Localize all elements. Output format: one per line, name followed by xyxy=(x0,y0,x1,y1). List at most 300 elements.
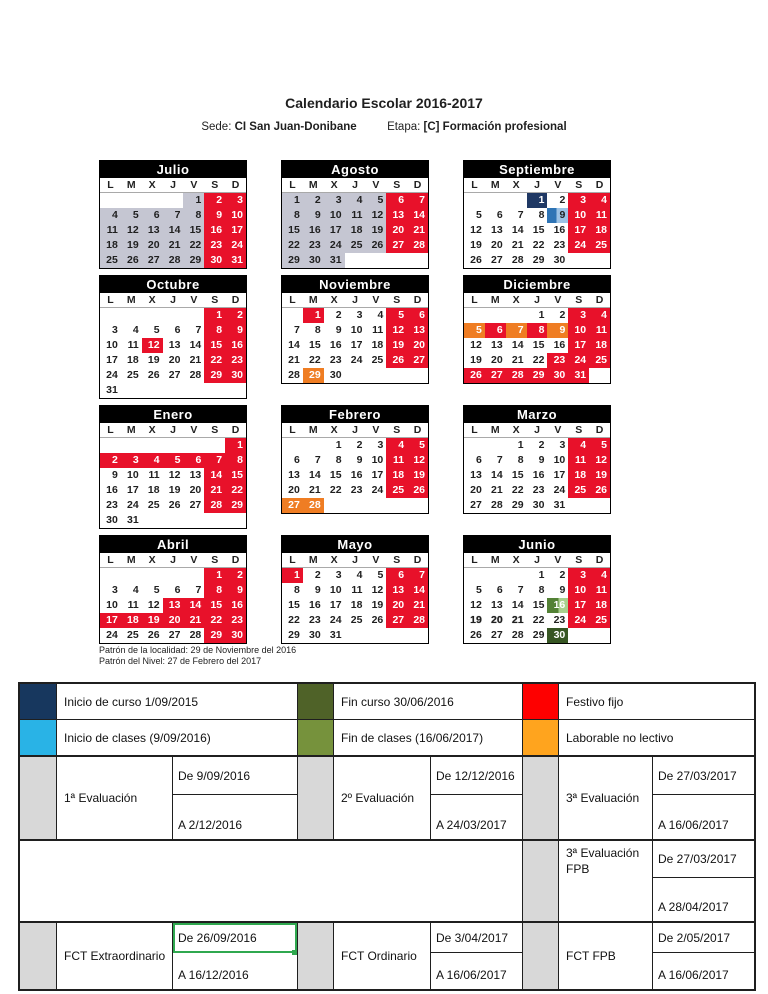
weekday-label: X xyxy=(330,294,338,306)
day-grid xyxy=(282,568,428,643)
weekday-label: L xyxy=(471,554,478,566)
weekday-label: X xyxy=(330,424,338,436)
day-cell xyxy=(163,438,184,453)
day-cell: 17 xyxy=(350,339,363,351)
day-cell: 6 xyxy=(174,324,181,336)
day-cell: 14 xyxy=(407,208,428,223)
day-cell xyxy=(464,568,485,583)
day-cell: 25 xyxy=(147,499,160,511)
weekday-label: D xyxy=(413,294,422,306)
day-cell: 15 xyxy=(204,338,225,353)
day-cell xyxy=(506,193,527,208)
day-cell xyxy=(506,568,527,583)
eval-1-dates xyxy=(172,757,297,839)
day-cell xyxy=(485,438,506,453)
day-cell: 25 xyxy=(589,238,610,253)
day-cell: 12 xyxy=(371,584,384,596)
day-cell xyxy=(282,438,303,453)
day-cell: 21 xyxy=(511,239,524,251)
swatch-inicio-curso xyxy=(20,684,56,719)
day-cell: 21 xyxy=(309,484,321,496)
day-cell: 14 xyxy=(511,339,524,351)
day-grid xyxy=(464,308,610,383)
fct-ordinario-from: De 3/04/2017 xyxy=(431,923,522,953)
weekday-label: S xyxy=(575,294,583,306)
day-cell: 13 xyxy=(491,339,503,351)
calendar-octubre xyxy=(99,275,247,399)
legend-label-fin-curso: Fin curso 30/06/2016 xyxy=(333,684,522,719)
weekday-label: L xyxy=(107,424,114,436)
day-cell: 1 xyxy=(303,308,324,323)
weekday-label: J xyxy=(534,424,540,436)
weekday-label: L xyxy=(107,554,114,566)
day-cell: 7 xyxy=(407,193,428,208)
day-cell: 25 xyxy=(568,483,589,498)
day-cell: 5 xyxy=(464,323,485,338)
eval-fpb-from: De 27/03/2017 xyxy=(653,841,754,878)
day-cell: 22 xyxy=(532,614,545,626)
day-cell: 27 xyxy=(168,629,181,641)
weekday-header-row xyxy=(282,293,428,308)
day-cell: 30 xyxy=(204,253,225,268)
day-cell: 15 xyxy=(329,469,342,481)
eval-fpb-to: A 28/04/2017 xyxy=(658,900,729,914)
day-cell: 15 xyxy=(288,599,300,611)
day-cell: 15 xyxy=(183,223,204,238)
day-cell xyxy=(589,628,610,643)
weekday-label: J xyxy=(170,179,176,191)
day-cell xyxy=(100,193,121,208)
day-cell: 11 xyxy=(568,453,589,468)
legend-row-1 xyxy=(20,684,754,719)
day-cell: 3 xyxy=(121,453,142,468)
day-cell: 6 xyxy=(142,208,163,223)
weekday-header-row xyxy=(100,178,246,193)
legend-schedule-table xyxy=(18,682,756,991)
day-cell xyxy=(225,383,246,398)
legend-label-inicio-clases: Inicio de clases (9/09/2016) xyxy=(56,720,297,755)
weekday-header-row xyxy=(464,293,610,308)
day-cell: 29 xyxy=(204,368,225,383)
weekday-label: M xyxy=(126,424,136,436)
day-cell: 27 xyxy=(189,499,202,511)
day-cell: 5 xyxy=(163,453,184,468)
day-cell xyxy=(100,438,121,453)
day-cell: 12 xyxy=(589,453,610,468)
day-cell: 9 xyxy=(303,208,324,223)
day-cell: 28 xyxy=(506,368,527,383)
day-cell xyxy=(163,193,184,208)
day-cell: 21 xyxy=(511,354,524,366)
day-cell: 15 xyxy=(282,223,303,238)
weekday-label: M xyxy=(308,294,318,306)
day-cell: 24 xyxy=(568,238,589,253)
day-cell: 26 xyxy=(464,368,485,383)
day-cell: 15 xyxy=(511,469,524,481)
patron-localidad: Patrón de la localidad: 29 de Noviembre del 2016 xyxy=(99,645,297,655)
day-cell: 22 xyxy=(532,354,545,366)
day-cell xyxy=(568,498,589,513)
day-cell xyxy=(365,253,386,268)
gray-spacer xyxy=(522,923,558,989)
weekday-label: L xyxy=(289,294,296,306)
day-cell: 3 xyxy=(568,568,589,583)
day-cell: 31 xyxy=(106,384,118,396)
day-cell: 23 xyxy=(553,239,566,251)
calendar-marzo xyxy=(463,405,611,514)
weekday-label: X xyxy=(330,179,338,191)
day-cell: 29 xyxy=(532,254,545,266)
day-cell: 7 xyxy=(517,584,524,596)
weekday-label: D xyxy=(413,179,422,191)
day-cell: 4 xyxy=(589,308,610,323)
day-cell: 19 xyxy=(147,354,160,366)
day-cell: 12 xyxy=(386,323,407,338)
day-cell: 24 xyxy=(568,353,589,368)
weekday-label: X xyxy=(148,294,156,306)
day-cell: 19 xyxy=(371,599,384,611)
day-grid xyxy=(100,438,246,528)
weekday-label: M xyxy=(126,179,136,191)
day-cell: 3 xyxy=(377,439,384,451)
month-title: Febrero xyxy=(282,406,428,423)
fct-ordinario-to: A 16/06/2017 xyxy=(436,968,507,982)
day-cell: 16 xyxy=(303,223,324,238)
day-cell: 27 xyxy=(282,498,303,513)
day-cell: 19 xyxy=(589,468,610,483)
day-cell xyxy=(345,628,366,643)
day-cell: 9 xyxy=(112,469,118,481)
weekday-label: J xyxy=(534,294,540,306)
day-cell: 1 xyxy=(204,568,225,583)
weekday-label: S xyxy=(575,424,583,436)
day-cell: 4 xyxy=(377,309,384,321)
eval-2-to: A 24/03/2017 xyxy=(436,818,507,832)
month-title: Agosto xyxy=(282,161,428,178)
day-cell: 11 xyxy=(589,323,610,338)
day-cell xyxy=(365,628,386,643)
day-cell: 18 xyxy=(589,598,610,613)
day-cell: 16 xyxy=(225,598,246,613)
day-cell: 9 xyxy=(538,454,545,466)
day-cell: 29 xyxy=(204,628,225,643)
day-cell: 10 xyxy=(329,584,342,596)
swatch-fin-curso xyxy=(297,684,333,719)
day-cell: 16 xyxy=(553,224,566,236)
day-cell: 9 xyxy=(559,584,566,596)
day-cell: 10 xyxy=(106,339,118,351)
day-cell: 29 xyxy=(532,629,545,641)
day-cell: 27 xyxy=(470,499,482,511)
day-cell: 17 xyxy=(324,223,345,238)
day-cell xyxy=(204,513,225,528)
day-cell: 28 xyxy=(303,498,324,513)
day-cell: 10 xyxy=(568,583,589,598)
day-cell: 14 xyxy=(204,468,225,483)
day-cell: 8 xyxy=(204,323,225,338)
day-cell: 30 xyxy=(532,499,545,511)
day-cell: 14 xyxy=(511,599,524,611)
weekday-header-row xyxy=(282,178,428,193)
day-cell: 2 xyxy=(100,453,121,468)
weekday-label: S xyxy=(393,424,401,436)
patron-nivel: Patrón del Nivel: 27 de Febrero del 2017 xyxy=(99,656,262,666)
day-cell: 30 xyxy=(106,514,118,526)
weekday-label: S xyxy=(575,179,583,191)
day-cell: 8 xyxy=(294,584,300,596)
day-cell: 21 xyxy=(407,598,428,613)
day-cell xyxy=(121,568,142,583)
day-cell: 1 xyxy=(527,193,548,208)
day-cell xyxy=(183,513,204,528)
day-grid xyxy=(282,438,428,513)
day-cell: 14 xyxy=(288,339,300,351)
month-title: Abril xyxy=(100,536,246,553)
day-grid xyxy=(282,308,428,383)
day-cell: 29 xyxy=(225,498,246,513)
day-cell: 27 xyxy=(142,253,163,268)
day-cell xyxy=(365,368,386,383)
day-cell: 26 xyxy=(470,629,482,641)
day-cell: 26 xyxy=(386,353,407,368)
eval-fpb-dates xyxy=(652,841,754,921)
day-cell: 3 xyxy=(568,308,589,323)
day-cell: 25 xyxy=(371,354,384,366)
day-cell: 12 xyxy=(147,599,160,611)
day-cell: 8 xyxy=(183,208,204,223)
day-cell: 30 xyxy=(225,368,246,383)
day-cell xyxy=(407,628,428,643)
weekday-label: D xyxy=(595,179,604,191)
day-cell: 28 xyxy=(163,253,184,268)
day-cell xyxy=(163,568,184,583)
day-cell: 24 xyxy=(371,484,384,496)
day-cell: 23 xyxy=(303,238,324,253)
weekday-label: X xyxy=(148,424,156,436)
day-cell: 6 xyxy=(174,584,181,596)
day-cell xyxy=(386,498,407,513)
day-cell: 7 xyxy=(314,454,321,466)
day-cell: 19 xyxy=(121,238,142,253)
day-cell: 13 xyxy=(288,469,300,481)
day-cell: 3 xyxy=(225,193,246,208)
day-grid xyxy=(464,193,610,268)
day-cell: 30 xyxy=(309,629,321,641)
day-cell: 18 xyxy=(127,354,139,366)
sede-value: CI San Juan-Donibane xyxy=(234,121,357,133)
day-cell: 5 xyxy=(386,308,407,323)
day-cell xyxy=(589,253,610,268)
day-cell: 22 xyxy=(288,614,300,626)
day-cell: 20 xyxy=(142,238,163,253)
day-cell: 22 xyxy=(183,238,204,253)
day-cell: 3 xyxy=(112,584,118,596)
day-cell: 9 xyxy=(547,208,568,223)
weekday-label: V xyxy=(554,554,562,566)
weekday-label: L xyxy=(471,294,478,306)
weekday-label: V xyxy=(554,424,562,436)
day-cell: 12 xyxy=(407,453,428,468)
day-cell: 26 xyxy=(371,614,384,626)
day-cell: 3 xyxy=(356,309,363,321)
day-cell xyxy=(163,513,184,528)
day-cell: 20 xyxy=(386,223,407,238)
day-cell: 12 xyxy=(121,223,142,238)
day-cell: 13 xyxy=(407,323,428,338)
day-cell: 5 xyxy=(153,584,160,596)
month-title: Noviembre xyxy=(282,276,428,293)
day-cell: 16 xyxy=(106,484,118,496)
day-cell: 2 xyxy=(303,193,324,208)
calendar-julio xyxy=(99,160,247,269)
eval-3-dates xyxy=(652,757,754,839)
day-cell: 27 xyxy=(168,369,181,381)
day-cell: 9 xyxy=(225,323,246,338)
fct-extraordinario-dates xyxy=(172,923,297,989)
day-cell: 16 xyxy=(329,339,342,351)
day-cell: 24 xyxy=(225,238,246,253)
day-cell: 15 xyxy=(225,468,246,483)
day-grid xyxy=(464,568,610,643)
day-cell: 5 xyxy=(407,438,428,453)
day-cell: 25 xyxy=(345,238,366,253)
day-cell: 16 xyxy=(350,469,363,481)
weekday-label: X xyxy=(512,179,520,191)
day-cell: 1 xyxy=(538,569,545,581)
day-cell: 5 xyxy=(365,193,386,208)
day-cell xyxy=(386,628,407,643)
day-cell: 25 xyxy=(127,369,139,381)
weekday-header-row xyxy=(282,423,428,438)
weekday-label: S xyxy=(211,294,219,306)
weekday-label: M xyxy=(490,554,500,566)
weekday-label: D xyxy=(595,554,604,566)
day-cell: 23 xyxy=(204,238,225,253)
day-cell: 12 xyxy=(142,338,163,353)
day-cell: 26 xyxy=(147,369,160,381)
weekday-label: V xyxy=(554,179,562,191)
weekday-label: L xyxy=(107,294,114,306)
day-cell: 29 xyxy=(303,368,324,383)
swatch-fin-clases xyxy=(297,720,333,755)
day-cell: 6 xyxy=(183,453,204,468)
day-cell: 10 xyxy=(350,324,363,336)
day-cell: 7 xyxy=(294,324,300,336)
day-cell: 22 xyxy=(225,483,246,498)
gray-spacer xyxy=(20,923,56,989)
day-cell: 10 xyxy=(127,469,139,481)
day-cell: 15 xyxy=(532,599,545,611)
day-cell: 31 xyxy=(568,368,589,383)
weekday-label: M xyxy=(308,179,318,191)
day-cell: 28 xyxy=(491,499,503,511)
day-cell: 5 xyxy=(476,584,482,596)
weekday-label: J xyxy=(170,294,176,306)
weekday-label: J xyxy=(352,554,358,566)
swatch-festivo-fijo xyxy=(522,684,558,719)
weekday-label: D xyxy=(595,424,604,436)
day-cell: 24 xyxy=(324,238,345,253)
day-cell: 23 xyxy=(532,484,545,496)
weekday-label: M xyxy=(126,294,136,306)
day-cell: 18 xyxy=(568,468,589,483)
weekday-header-row xyxy=(464,553,610,568)
weekday-label: J xyxy=(352,179,358,191)
day-cell: 7 xyxy=(163,208,184,223)
day-cell: 11 xyxy=(351,584,363,596)
day-cell: 18 xyxy=(386,468,407,483)
fct-fpb-label: FCT FPB xyxy=(558,923,652,989)
weekday-label: S xyxy=(575,554,583,566)
day-cell: 27 xyxy=(485,368,506,383)
weekday-label: M xyxy=(126,554,136,566)
weekday-header-row xyxy=(100,293,246,308)
day-cell: 1 xyxy=(282,568,303,583)
day-cell: 11 xyxy=(372,324,384,336)
weekday-label: D xyxy=(231,554,240,566)
day-cell: 19 xyxy=(386,338,407,353)
day-cell xyxy=(568,628,589,643)
day-cell: 27 xyxy=(386,613,407,628)
day-cell: 30 xyxy=(329,369,342,381)
day-cell: 21 xyxy=(163,238,184,253)
day-cell: 17 xyxy=(371,469,384,481)
subtitle xyxy=(0,121,768,133)
calendar-diciembre xyxy=(463,275,611,384)
eval-3-label: 3ª Evaluación xyxy=(558,757,652,839)
gray-spacer xyxy=(20,757,56,839)
day-cell: 25 xyxy=(589,353,610,368)
day-cell: 28 xyxy=(407,613,428,628)
weekday-label: L xyxy=(107,179,114,191)
day-cell: 6 xyxy=(386,568,407,583)
day-cell: 29 xyxy=(183,253,204,268)
day-cell: 10 xyxy=(106,599,118,611)
day-cell: 28 xyxy=(511,254,524,266)
day-cell xyxy=(121,308,142,323)
eval-fpb-label: 3ª Evaluación FPB xyxy=(558,841,652,921)
day-cell: 10 xyxy=(371,454,384,466)
month-title: Junio xyxy=(464,536,610,553)
weekday-label: D xyxy=(231,179,240,191)
day-cell: 1 xyxy=(183,193,204,208)
weekday-label: L xyxy=(289,554,296,566)
day-cell: 19 xyxy=(470,354,482,366)
day-cell: 26 xyxy=(365,238,386,253)
day-cell: 11 xyxy=(127,599,139,611)
day-cell xyxy=(142,513,163,528)
day-cell: 11 xyxy=(148,469,160,481)
evaluation-fpb-row xyxy=(20,839,754,921)
day-cell: 13 xyxy=(491,224,503,236)
day-cell: 18 xyxy=(350,599,363,611)
eval-2-label: 2º Evaluación xyxy=(333,757,430,839)
day-cell xyxy=(163,383,184,398)
weekday-label: V xyxy=(190,554,198,566)
weekday-label: L xyxy=(471,179,478,191)
day-cell: 16 xyxy=(225,338,246,353)
day-cell: 5 xyxy=(377,569,384,581)
day-cell: 21 xyxy=(288,354,300,366)
day-cell: 22 xyxy=(309,354,321,366)
sede-label: Sede: xyxy=(201,121,232,133)
day-cell xyxy=(183,438,204,453)
day-cell: 24 xyxy=(553,484,566,496)
day-cell xyxy=(142,193,163,208)
day-cell: 14 xyxy=(163,223,184,238)
day-cell xyxy=(142,383,163,398)
day-cell: 22 xyxy=(282,238,303,253)
